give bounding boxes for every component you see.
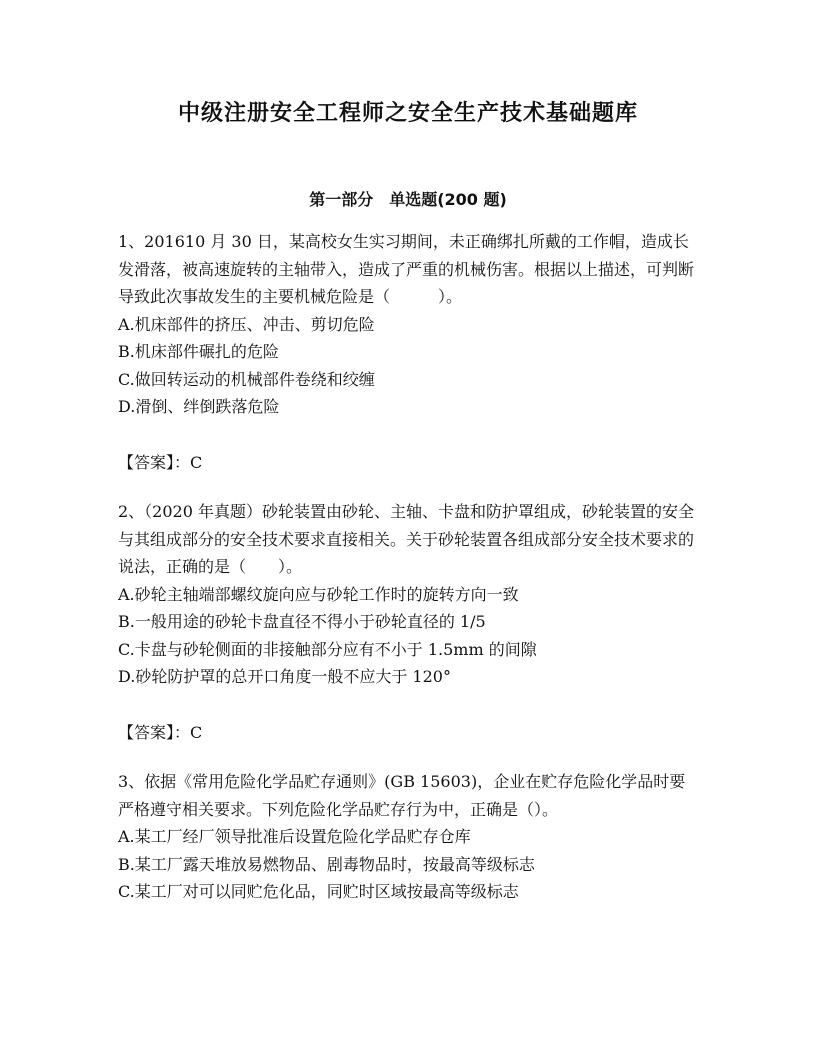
question-option: C.做回转运动的机械部件卷绕和绞缠 — [118, 369, 375, 389]
section-title: 第一部分 单选题(200 题) — [309, 190, 507, 209]
question-option: D.滑倒、绊倒跌落危险 — [118, 397, 280, 416]
question-answer: 【答案】：C — [118, 722, 203, 742]
question-option: A.砂轮主轴端部螺纹旋向应与砂轮工作时的旋转方向一致 — [118, 584, 519, 604]
question-item — [118, 498, 698, 746]
question-option: B.机床部件碾扎的危险 — [118, 342, 279, 361]
question-option: C.某工厂对可以同贮危化品，同贮时区域按最高等级标志 — [118, 882, 519, 901]
question-option: A.某工厂经厂领导批准后设置危险化学品贮存仓库 — [118, 827, 471, 846]
question-list — [118, 228, 698, 906]
question-item — [118, 228, 698, 476]
question-stem: 3、依据《常用危险化学品贮存通则》(GB 15603)，企业在贮存危险化学品时要严格遵守相关要求。下列危险化学品贮存行为中，正确是（）。 — [118, 772, 686, 819]
question-option: D.砂轮防护罩的总开口角度一般不应大于 120° — [118, 667, 451, 686]
document-title: 中级注册安全工程师之安全生产技术基础题库 — [177, 101, 638, 126]
question-answer: 【答案】：C — [118, 452, 203, 472]
question-option: C.卡盘与砂轮侧面的非接触部分应有不小于 1.5mm 的间隙 — [118, 639, 537, 659]
question-item — [118, 768, 698, 906]
question-option: A.机床部件的挤压、冲击、剪切危险 — [118, 314, 375, 334]
question-option: B.某工厂露天堆放易燃物品、剧毒物品时，按最高等级标志 — [118, 854, 535, 874]
question-option: B.一般用途的砂轮卡盘直径不得小于砂轮直径的 1/5 — [118, 612, 486, 631]
question-stem: 2、（2020 年真题）砂轮装置由砂轮、主轴、卡盘和防护罩组成，砂轮装置的安全与其组成部分的安全技术要求直接相关。关于砂轮装置各组成部分安全技术要求的说法，正确的是（ ）。 — [118, 502, 695, 576]
question-stem: 1、201610 月 30 日，某高校女生实习期间，未正确绑扎所戴的工作帽，造成长发滑落，被高速旋转的主轴带入，造成了严重的机械伤害。根据以上描述，可判断导致此次事故发生的主要机械危险是（ ）。 — [118, 232, 695, 306]
